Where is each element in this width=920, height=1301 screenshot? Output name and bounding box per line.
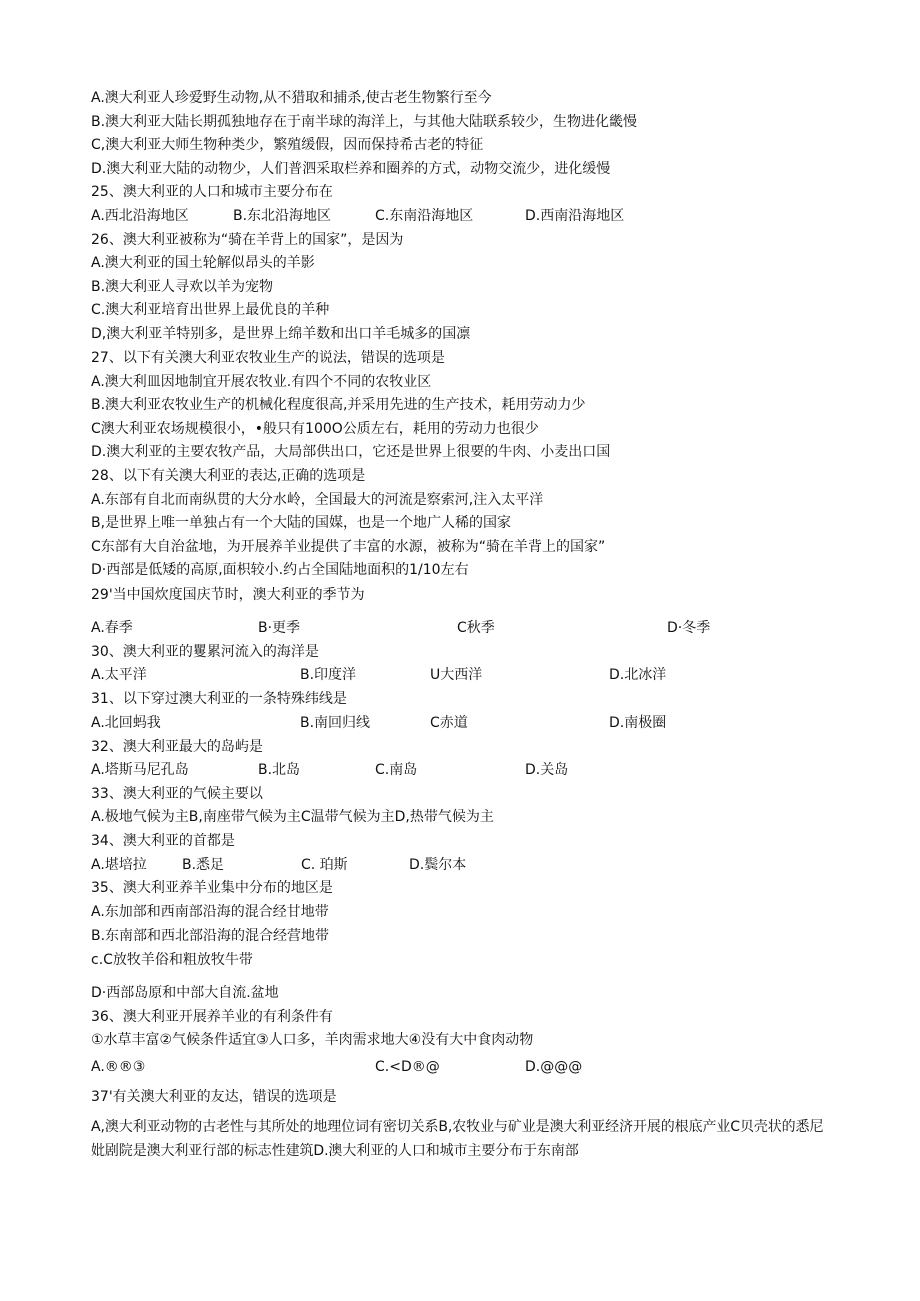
q36-question: 36、澳大利亚开展养羊业的有利条件有 [91, 1009, 333, 1025]
q35-option-d: D·西部岛原和中部大自流.盆地 [91, 985, 279, 1001]
q31-option-b: B.南回归线 [300, 715, 371, 731]
q37-options-paragraph: A,澳大利亚动物的古老性与其所处的地理位词有密切关系B,农牧业与矿业是澳大利亚经济开展的根底产业C贝壳状的悉尼妣剧院是澳大利亚行部的标志性建筑D.澳大利亚的人口和城市主要分布于东南部 [91, 1119, 824, 1159]
q36-option-a: A.®®③ [91, 1059, 146, 1075]
q26-option-d: D,澳大利亚羊特别多，是世界上绵羊数和出口羊毛城多的国凛 [91, 326, 471, 342]
q28-option-b: B,是世界上唯一单独占有一个大陆的国媒，也是一个地广人稀的国家 [91, 515, 512, 531]
q34-option-d: D.鬓尔本 [409, 857, 467, 873]
q35-option-c: c.C放牧羊俗和粗放牧牛带 [91, 952, 253, 968]
q29-option-c: C秋季 [457, 620, 495, 636]
q31-option-c: C赤道 [430, 715, 468, 731]
q24-option-c: C,澳大利亚大师生物种类少，繁殖缓假，因而保持希古老的特征 [91, 137, 484, 153]
q27-option-b: B.澳大利亚农牧业生产的机械化程度很高,并采用先进的生产技术，耗用劳动力少 [91, 397, 586, 413]
q35-question: 35、澳大利亚养羊业集中分布的地区是 [91, 880, 333, 896]
q34-option-b: B.悉足 [182, 857, 225, 873]
q25-option-d: D.西南沿海地区 [525, 208, 625, 224]
q26-option-b: B.澳大利亚人寻欢以羊为宠物 [91, 279, 274, 295]
q36-options-row [91, 1058, 871, 1076]
q29-question: 29'当中国炊度国庆节时，澳大利亚的季节为 [91, 587, 365, 603]
q34-option-a: A.堪培拉 [91, 857, 147, 873]
q29-options-row [91, 619, 871, 637]
q28-option-c: C东部有大自治盆地，为开展养羊业提供了丰富的水源，被称为“骑在羊背上的国家” [91, 539, 606, 555]
q33-options-line: A.极地气候为主B,南座带气候为主C温带气候为主D,热带气候为主 [91, 809, 494, 825]
q26-option-c: C.澳大利亚培育出世界上最优良的羊种 [91, 302, 330, 318]
q24-option-a: A.澳大利亚人珍爱野生动物,从不猎取和捕杀,使古老生物繁行至今 [91, 90, 492, 106]
q25-option-b: B.东北沿海地区 [233, 208, 332, 224]
q30-option-a: A.太平洋 [91, 667, 147, 683]
q34-question: 34、澳大利亚的首都是 [91, 833, 235, 849]
q32-option-c: C.南岛 [375, 762, 418, 778]
q36-option-d: D.@@@ [525, 1059, 583, 1075]
q27-question: 27、以下有关澳大利亚农牧业生产的说法，错误的选项是 [91, 350, 445, 366]
q29-option-a: A.春季 [91, 620, 133, 636]
q28-question: 28、以下有关澳大利亚的表达,正确的选项是 [91, 468, 366, 484]
q24-option-b: B.澳大利亚大陆长期孤独地存在于南半球的海洋上，与其他大陆联系较少，生物进化畿慢 [91, 114, 638, 130]
q37-question: 37'有关澳大利亚的友达，错误的选项是 [91, 1089, 337, 1105]
q26-question: 26、澳大利亚被称为“骑在羊背上的国家”，是因为 [91, 232, 404, 248]
q31-option-a: A.北回蚂我 [91, 715, 161, 731]
q36-conditions: ①水草丰富②气候条件适宜③人口多，羊肉需求地大④没有大中食肉动物 [91, 1032, 534, 1048]
q32-options-row [91, 761, 871, 779]
q34-option-c: C. 珀斯 [301, 857, 348, 873]
q30-option-d: D.北冰洋 [609, 667, 667, 683]
q30-option-b: B.印度洋 [300, 667, 357, 683]
q29-option-d: D·冬季 [667, 620, 711, 636]
q30-option-c: U大西洋 [430, 667, 483, 683]
q35-option-b: B.东南部和西北部沿海的混合经营地带 [91, 928, 330, 944]
q25-question: 25、澳大利亚的人口和城市主要分布在 [91, 184, 333, 200]
q32-option-d: D.关岛 [525, 762, 569, 778]
q27-option-c: C澳大利亚农场规模很小，•般只有100O公质左右，耗用的劳动力也很少 [91, 421, 539, 437]
q24-option-d: D.澳大利亚大陆的动物少，人们普泗采取栏养和圈养的方式，动物交流少，进化缓慢 [91, 161, 611, 177]
q32-option-b: B.北岛 [258, 762, 301, 778]
q26-option-a: A.澳大利亚的国土轮解似昂头的羊影 [91, 255, 315, 271]
q35-option-a: A.东加部和西南部沿海的混合经甘地带 [91, 904, 329, 920]
q25-option-a: A.西北沿海地区 [91, 208, 189, 224]
q27-option-a: A.澳大利皿因地制宜开展农牧业.有四个不同的农牧业区 [91, 374, 432, 390]
q31-question: 31、以下穿过澳大利亚的一条特殊纬线是 [91, 691, 347, 707]
q31-options-row [91, 714, 871, 732]
q28-option-a: A.东部有自北而南纵贯的大分水岭，全国最大的河流是察索河,注入太平洋 [91, 492, 544, 508]
q32-question: 32、澳大利亚最大的岛屿是 [91, 739, 263, 755]
q32-option-a: A.塔斯马尼孔岛 [91, 762, 189, 778]
q25-option-c: C.东南沿海地区 [375, 208, 474, 224]
q30-options-row [91, 666, 871, 684]
q34-options-row [91, 856, 871, 874]
q30-question: 30、澳大利亚的矍累河流入的海洋是 [91, 644, 319, 660]
q36-option-c: C.<D®@ [375, 1059, 440, 1075]
q28-option-d: D·西部是低矮的高原,面枳较小.约占全国陆地面积的1/10左右 [91, 562, 469, 578]
q27-option-d: D.澳大利亚的主要农牧产品，大局部供出口，它还是世界上很要的牛肉、小麦出口国 [91, 444, 611, 460]
q25-options-row [91, 207, 871, 225]
q33-question: 33、澳大利亚的气候主要以 [91, 786, 263, 802]
q29-option-b: B·更季 [258, 620, 301, 636]
q31-option-d: D.南极圈 [609, 715, 667, 731]
